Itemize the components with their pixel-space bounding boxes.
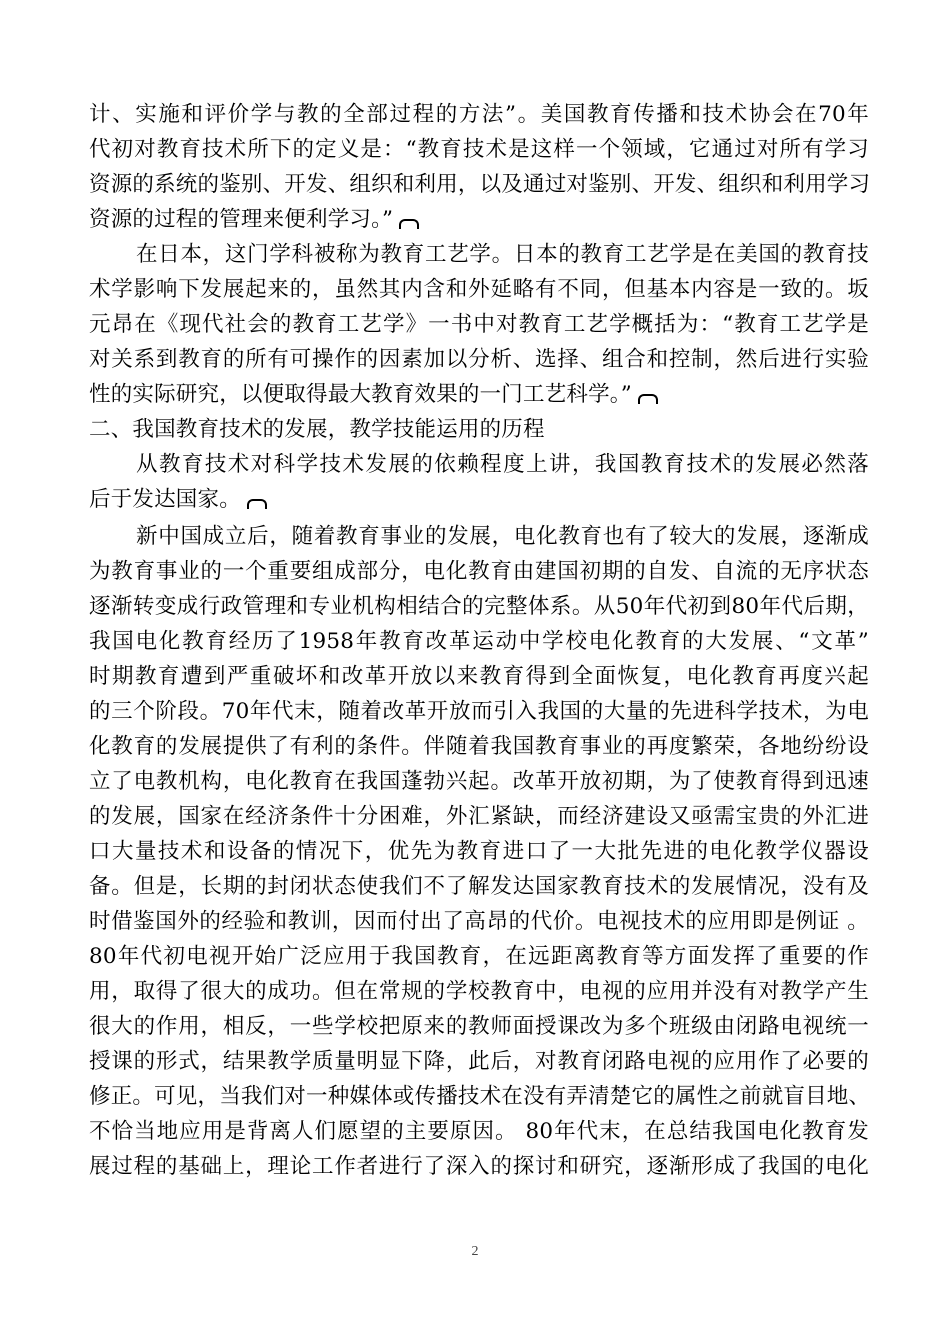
text-line: 的三个阶段。70年代末，随着改革开放而引入我国的大量的先进科学技术，为电 [89,699,869,724]
page-number: 2 [471,1244,479,1259]
text-line: 备。但是，长期的封闭状态使我们不了解发达国家教育技术的发展情况，没有及 [89,874,869,899]
text-line [89,1184,869,1220]
footnote-mark-icon [638,394,658,404]
text-line [89,202,869,238]
text-line: 用，取得了很大的成功。但在常规的学校教育中，电视的应用并没有对教学产生 [89,979,869,1004]
text-line: 代初对教育技术所下的定义是：“教育技术是这样一个领域，它通过对所有学习 [89,137,869,162]
section-heading: 二、我国教育技术的发展，教学技能运用的历程 [89,417,545,442]
text-line: 授课的形式，结果教学质量明显下降，此后，对教育闭路电视的应用作了必要的 [89,1049,869,1074]
text-line: 资源的系统的鉴别、开发、组织和利用，以及通过对鉴别、开发、组织和利用学习 [89,172,871,197]
text-line: 新中国成立后，随着教育事业的发展，电化教育也有了较大的发展，逐渐成 [136,524,869,549]
text-line: 时借鉴国外的经验和教训，因而付出了高昂的代价。电视技术的应用即是例证 。 [89,909,869,934]
text-line-content: 后于发达国家。 [89,487,241,512]
text-line: 术学影响下发展起来的，虽然其内含和外延略有不同，但基本内容是一致的。坂 [89,277,869,302]
text-line: 不恰当地应用是背离人们愿望的主要原因。 80年代末，在总结我国电化教育发 [89,1119,869,1144]
text-line: 80年代初电视开始广泛应用于我国教育，在远距离教育等方面发挥了重要的作 [89,944,869,969]
text-line: 口大量技术和设备的情况下，优先为教育进口了一大批先进的电化教学仪器设 [89,839,869,864]
text-line: 逐渐转变成行政管理和专业机构相结合的完整体系。从50年代初到80年代后期， [89,594,869,619]
text-line [89,377,869,413]
text-line: 我国电化教育经历了1958年教育改革运动中学校电化教育的大发展、“文革” [89,629,869,654]
text-line: 展过程的基础上，理论工作者进行了深入的探讨和研究，逐渐形成了我国的电化 [89,1154,869,1179]
footnote-mark-icon [247,499,267,509]
text-line: 很大的作用，相反，一些学校把原来的教师面授课改为多个班级由闭路电视统一 [89,1014,869,1039]
text-line [89,482,869,518]
text-line: 的发展，国家在经济条件十分困难，外汇紧缺，而经济建设又亟需宝贵的外汇进 [89,804,869,829]
text-line: 化教育的发展提供了有利的条件。伴随着我国教育事业的再度繁荣，各地纷纷设 [89,734,869,759]
text-line: 计、实施和评价学与教的全部过程的方法”。美国教育传播和技术协会在70年 [89,102,869,127]
text-line: 修正。可见，当我们对一种媒体或传播技术在没有弄清楚它的属性之前就盲目地、 [89,1084,871,1109]
footnote-mark-icon [399,219,419,229]
text-line: 元昂在《现代社会的教育工艺学》一书中对教育工艺学概括为：“教育工艺学是 [89,312,869,337]
text-line: 时期教育遭到严重破坏和改革开放以来教育得到全面恢复，电化教育再度兴起 [89,664,869,689]
text-line: 立了电教机构，电化教育在我国蓬勃兴起。改革开放初期，为了使教育得到迅速 [89,769,869,794]
text-line: 为教育事业的一个重要组成部分，电化教育由建国初期的自发、自流的无序状态 [89,559,869,584]
text-line-content: 资源的过程的管理来便利学习。” [89,207,394,232]
text-line: 对关系到教育的所有可操作的因素加以分析、选择、组合和控制，然后进行实验 [89,347,869,372]
text-line-content: 性的实际研究，以便取得最大教育效果的一门工艺科学。” [89,382,632,407]
text-line: 在日本，这门学科被称为教育工艺学。日本的教育工艺学是在美国的教育技 [136,242,869,267]
text-line: 从教育技术对科学技术发展的依赖程度上讲，我国教育技术的发展必然落 [136,452,869,477]
